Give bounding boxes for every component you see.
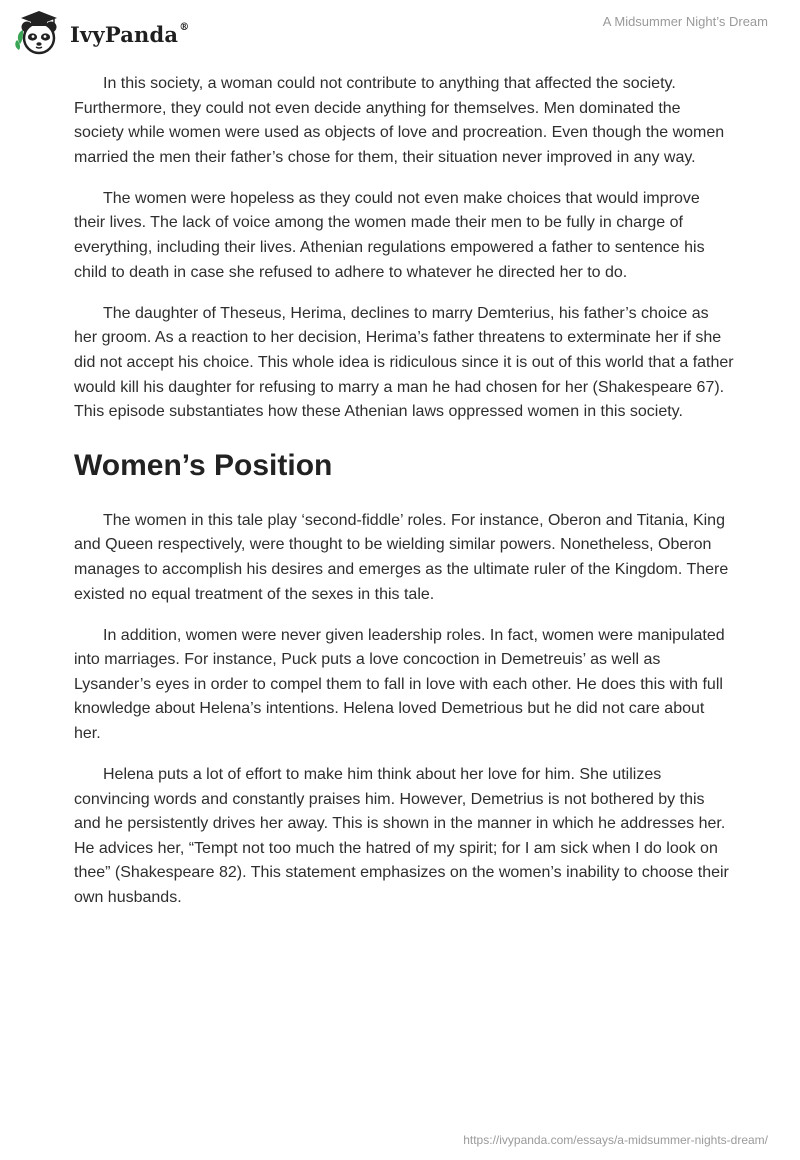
paragraph: Helena puts a lot of effort to make him think about her love for him. She utilizes convincing words and constantly praises him. However, Demetrius is not bothered by this and he persistently drives her away. This is shown in the manner in which he addresses her. He advices her, “Tempt not too much the hatred of my spirit; for I am sick when I do look on thee” (Shakespeare 82). This statement emphasizes on the women’s inability to choose their own husbands. — [74, 766, 729, 907]
brand-logo[interactable] — [14, 8, 189, 58]
source-url[interactable]: https://ivypanda.com/essays/a-midsummer-nights-dream/ — [463, 1133, 768, 1147]
document-title: A Midsummer Night’s Dream — [602, 14, 768, 29]
paragraph: In addition, women were never given leadership roles. In fact, women were manipulated into marriages. For instance, Puck puts a love concoction in Demetreuis’ as well as Lysander’s eyes in order to compel them to fall in love with each other. He does this with full knowledge about Helena’s intentions. Helena loved Demetrious but he did not care about her. — [74, 626, 725, 742]
section-heading: Women’s Position — [74, 448, 333, 482]
paragraph: The women in this tale play ‘second-fiddle’ roles. For instance, Oberon and Titania, King and Queen respectively, were thought to be wielding similar powers. Nonetheless, Oberon manages to accomplish his desires and emerges as the ultimate ruler of the Kingdom. There existed no equal treatment of the sexes in this tale. — [74, 511, 729, 603]
page-header — [0, 0, 800, 64]
essay-content — [74, 72, 734, 927]
paragraph: The daughter of Theseus, Herima, declines to marry Demterius, his father’s choice as her groom. As a reaction to her decision, Herima’s father threatens to exterminate her if she did not accept his choice. This whole idea is ridiculous since it is out of this world that a father would kill his daughter for refusing to marry a man he had chosen for her (Shakespeare 67). This episode substantiates how these Athenian laws oppressed women in this society. — [74, 304, 734, 421]
brand-name: IvyPanda® — [70, 21, 190, 47]
paragraph: In this society, a woman could not contribute to anything that affected the society. Furthermore, they could not even decide anything for themselves. Men dominated the society while women were used as objects of love and procreation. Even though the women married the men their father’s chose for them, their situation never improved in any way. — [74, 75, 725, 166]
paragraph: The women were hopeless as they could not even make choices that would improve their lives. The lack of voice among the women made their men to be fully in charge of everything, including their lives. Athenian regulations empowered a father to sentence his child to death in case she refused to adhere to whatever he directed her to do. — [74, 189, 705, 281]
panda-graduation-cap-icon — [14, 8, 64, 58]
